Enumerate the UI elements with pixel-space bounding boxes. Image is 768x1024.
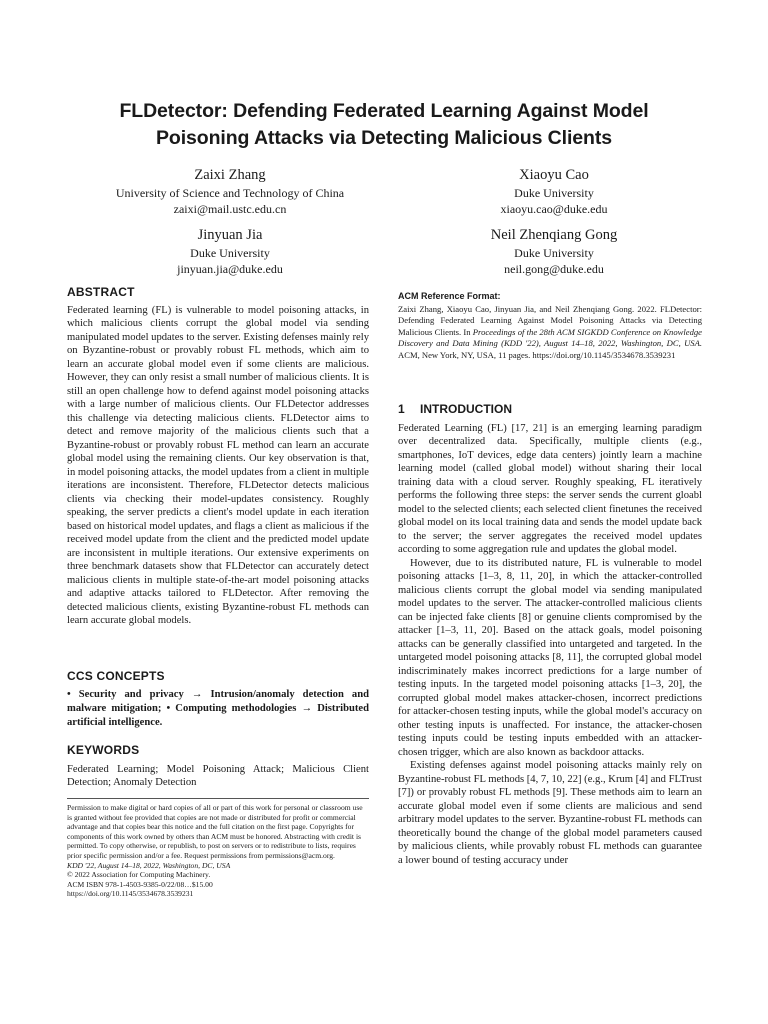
paper-title xyxy=(40,98,728,152)
author-affiliation: Duke University xyxy=(190,246,270,260)
ccs-section xyxy=(67,670,369,730)
intro-heading xyxy=(398,403,702,417)
author-block xyxy=(60,166,400,217)
acm-ref-venue: Proceedings of the 28th ACM SIGKDD Conference on Knowledge Discovery and Data Mining (KDD '22), August 14–18, 2022, Washington, DC, USA. xyxy=(398,326,702,349)
title-line-1: FLDetector: Defending Federated Learning Against Model xyxy=(119,100,649,122)
doi-line: https://doi.org/10.1145/3534678.3539231 xyxy=(67,889,194,899)
acm-ref-text xyxy=(398,304,702,362)
acm-ref-text-pre: Zaixi Zhang, Xiaoyu Cao, Jinyuan Jia, and Neil Zhenqiang Gong. 2022. FLDetector: Defending Federated Learning Against Model Poisoning Attacks via Detecting Malicious Clients. In xyxy=(398,303,702,337)
intro-body xyxy=(398,422,702,868)
author-email: jinyuan.jia@duke.edu xyxy=(177,262,283,276)
author-email: zaixi@mail.ustc.edu.cn xyxy=(173,202,287,216)
author-name: Jinyuan Jia xyxy=(197,227,263,243)
permission-text: Permission to make digital or hard copies of all or part of this work for personal or classroom use is granted without fee provided that copies are not made or distributed for profit or commercial advantage and that copies bear this notice and the full citation on the first page. Copyrights for components of this work owned by others than ACM must be honored. Abstracting with credit is permitted. To copy otherwise, or republish, to post on servers or to redistribute to lists, requires prior specific permission and/or a fee. Request permissions from permissions@acm.org. xyxy=(67,803,363,860)
author-affiliation: Duke University xyxy=(514,246,594,260)
author-email: neil.gong@duke.edu xyxy=(504,262,604,276)
author-block xyxy=(396,166,712,217)
intro-paragraph-1: Federated Learning (FL) [17, 21] is an emerging learning paradigm over decentralized data. Specifically, multiple clients (e.g., smartphones, IoT devices, edge data centers) jointly learn a machine learning model (called global model) without sharing their local training data with a cloud server. Roughly speaking, FL iteratively performs the following three steps: the server sends the current gloabl model to the selected clients; each selected client finetunes the received global model on its local training data and sends the model update back to the server; the server aggregates the received model updates according to some aggregation rule and updates the global model. xyxy=(398,422,702,555)
keywords-text: Federated Learning; Model Poisoning Attack; Malicious Client Detection; Anomaly Detection xyxy=(67,763,369,788)
introduction-section xyxy=(398,403,702,867)
author-affiliation: University of Science and Technology of China xyxy=(115,186,345,200)
abstract-section xyxy=(67,286,369,628)
permission-notice xyxy=(67,798,369,899)
abstract-heading: ABSTRACT xyxy=(67,285,135,299)
section-title: INTRODUCTION xyxy=(420,402,512,416)
author-block xyxy=(396,226,712,277)
author-name: Xiaoyu Cao xyxy=(519,167,589,183)
title-line-2: Poisoning Attacks via Detecting Malicious Clients xyxy=(156,127,612,149)
author-block xyxy=(60,226,400,277)
venue-line: KDD '22, August 14–18, 2022, Washington, DC, USA xyxy=(67,860,231,870)
author-name: Neil Zhenqiang Gong xyxy=(490,227,618,243)
ccs-text: • Security and privacy → Intrusion/anomaly detection and malware mitigation; • Computing methodologies → Distributed artificial intelligence. xyxy=(67,688,369,728)
acm-ref-heading: ACM Reference Format: xyxy=(398,291,501,301)
keywords-section xyxy=(67,744,369,790)
acm-ref-text-post: ACM, New York, NY, USA, 11 pages. https://doi.org/10.1145/3534678.3539231 xyxy=(398,349,676,360)
copyright-line: © 2022 Association for Computing Machinery. xyxy=(67,870,211,880)
author-affiliation: Duke University xyxy=(514,186,594,200)
abstract-text: Federated learning (FL) is vulnerable to model poisoning attacks, in which malicious clients corrupt the global model via sending manipulated model updates to the server. Existing defenses mainly rely on Byzantine-robust or provably robust FL methods, which aim to learn an accurate global model even if some clients are malicious. However, they can only resist a small number of malicious clients. It is still an open challenge how to defend against model poisoning attacks with a large number of malicious clients. Our FLDetector addresses this challenge via detecting malicious clients. FLDetector aims to detect and remove majority of the malicious clients such that a Byzantine-robust or provably robust FL method can learn an accurate global model using the remaining clients. Our key observation is that, in model poisoning attacks, the model updates from a client in multiple iterations are inconsistent. Therefore, FLDetector detects malicious clients via checking their model-updates consistency. Roughly speaking, the server predicts a client's model update in each iteration based on historical model updates, and flags a client as malicious if the received model update from the client and the predicted model update are inconsistent in multiple iterations. Our extensive experiments on three benchmark datasets show that FLDetector can accurately detect malicious clients in multiple state-of-the-art model poisoning attacks and adaptive attacks tailored to FLDetector. After removing the detected malicious clients, existing Byzantine-robust FL methods can learn accurate global models. xyxy=(67,304,369,626)
isbn-line: ACM ISBN 978-1-4503-9385-0/22/08…$15.00 xyxy=(67,879,213,889)
author-name: Zaixi Zhang xyxy=(194,167,266,183)
section-number: 1 xyxy=(398,402,405,416)
intro-paragraph-2: However, due to its distributed nature, FL is vulnerable to model poisoning attacks [1–3, 8, 11, 20], in which the attacker-controlled malicious clients corrupt the global model via sending manipulated model updates to the server. The attacker-controlled malicious clients can be injected fake clients [8] or genuine clients compromised by the attacker [1–3, 11, 20]. Based on the attack goals, model poisoning attacks can be generally classified into untargeted and targeted. In the untargeted model poisoning attacks [8, 11], the corrupted global model indiscriminately makes incorrect predictions for a large number of testing inputs. In the targeted model poisoning attacks [1–3, 20], the corrupted global model makes attacker-chosen, incorrect predictions for attacker-chosen testing inputs, while the global model's accuracy on other testing inputs is unaffected. For instance, the attacker-chosen testing inputs could be testing inputs embedded with an attacker-chosen trigger, which are also known as backdoor attacks. xyxy=(398,557,702,758)
ccs-heading: CCS CONCEPTS xyxy=(67,669,165,683)
acm-reference xyxy=(398,290,702,361)
keywords-heading: KEYWORDS xyxy=(67,743,140,757)
intro-paragraph-3: Existing defenses against model poisoning attacks mainly rely on Byzantine-robust FL methods [4, 7, 10, 22] (e.g., Krum [4] and FLTrust [7]) or provably robust FL methods [9]. These methods aim to learn an accurate global model even if some clients are malicious and send arbitrary model updates to the server. Byzantine-robust FL methods can theoretically bound the change of the global model parameters caused by malicious clients, while provably robust FL methods can guarantee a lower bound of testing accuracy under xyxy=(398,760,702,866)
author-email: xiaoyu.cao@duke.edu xyxy=(500,202,608,216)
